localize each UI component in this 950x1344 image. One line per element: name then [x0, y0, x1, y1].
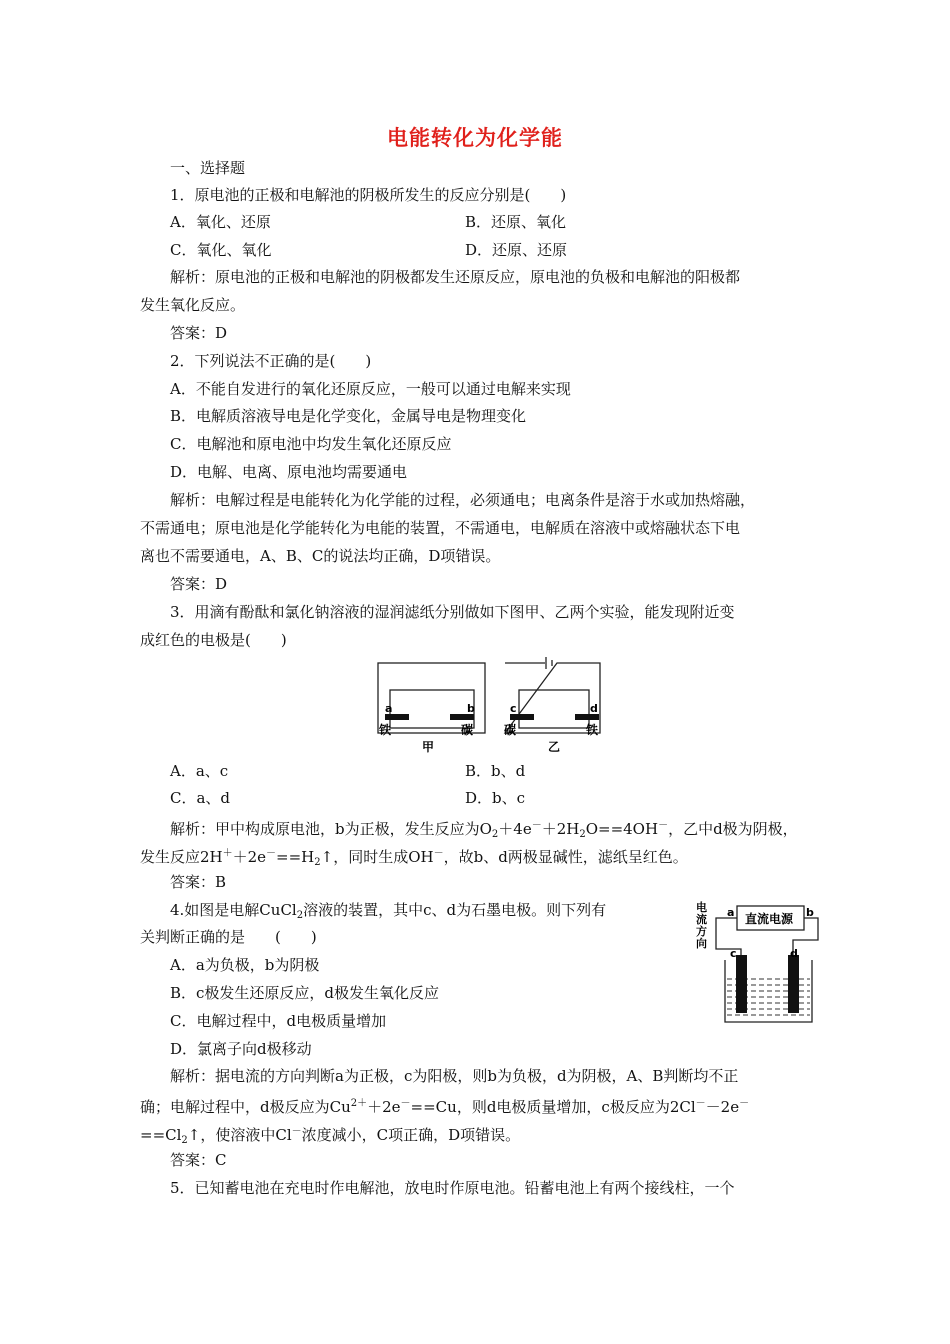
q5-stem: 5．已知蓄电池在充电时作电解池，放电时作原电池。铅蓄电池上有两个接线柱，一个: [170, 1179, 735, 1197]
q4-answer: 答案：C: [170, 1151, 227, 1169]
q2-option-b: B．电解质溶液导电是化学变化，金属导电是物理变化: [170, 407, 527, 425]
q4-stem-line: 4.如图是电解CuCl$_2$溶液的装置，其中c、d为石墨电极。则下列有: [170, 901, 607, 921]
q3-analysis-line: 解析：甲中构成原电池，b为正极，发生反应为$O_2+4e^-+2H_2O==4OH^-$，乙中d极为阴极，: [170, 820, 798, 840]
q2-analysis-line: 不需通电；原电池是化学能转化为电能的装置，不需通电，电解质在溶液中或熔融状态下电: [140, 519, 741, 537]
yi-caption: 乙: [548, 740, 561, 754]
q4-option-d: D．氯离子向d极移动: [170, 1040, 312, 1058]
jia-left-letter: a: [385, 702, 393, 715]
page-title: 电能转化为化学能: [387, 126, 563, 150]
yi-right-metal: 铁: [586, 723, 599, 737]
terminal-a-label: a: [727, 906, 735, 919]
q1-option-b: B．还原、氧化: [465, 213, 567, 231]
jia-left-metal: 铁: [379, 723, 392, 737]
q2-analysis-line: 解析：电解过程是电能转化为化学能的过程，必须通电；电离条件是溶于水或加热熔融，: [170, 491, 756, 509]
q4-option-b: B．c极发生还原反应，d极发生氧化反应: [170, 984, 440, 1002]
yi-left-metal: 碳: [504, 723, 517, 737]
electrode-d-label: d: [790, 947, 798, 960]
q1-analysis-line: 解析：原电池的正极和电解池的阴极都发生还原反应，原电池的负极和电解池的阳极都: [170, 268, 741, 286]
current-direction-label: 向: [696, 937, 707, 950]
q4-analysis-line: 确；电解过程中，d极反应为$Cu^{2+}+2e^-==Cu$，则d电极质量增加，c极反应为2Cl－－2e－: [140, 1098, 750, 1116]
q3-answer: 答案：B: [170, 873, 227, 891]
q3-option-d: D．b、c: [465, 789, 526, 807]
q1-stem: 1．原电池的正极和电解池的阴极所发生的反应分别是( ): [170, 186, 567, 204]
q3-stem-line: 成红色的电极是( ): [140, 631, 287, 649]
q4-analysis-line: $==Cl_2↑$，使溶液中Cl－浓度减小，C项正确，D项错误。: [140, 1126, 521, 1146]
q4-stem-line: 关判断正确的是 ( ): [140, 928, 317, 946]
q3-option-b: B．b、d: [465, 762, 526, 780]
yi-right-letter: d: [590, 702, 598, 715]
q3-analysis-line: 发生反应$2H^++2e^-==H_2↑$，同时生成OH－，故b、d两极显碱性，滤纸呈红色。: [140, 848, 688, 868]
q3-option-a: A．a、c: [170, 762, 229, 780]
power-source-label: 直流电源: [745, 912, 794, 926]
q2-analysis-line: 离也不需要通电，A、B、C的说法均正确，D项错误。: [140, 547, 501, 565]
q4-option-c: C．电解过程中，d电极质量增加: [170, 1012, 387, 1030]
yi-left-letter: c: [510, 702, 517, 715]
q4-analysis-line: 解析：据电流的方向判断a为正极，c为阳极，则b为负极，d为阴极，A、B判断均不正: [170, 1067, 739, 1085]
terminal-b-label: b: [806, 906, 814, 919]
q4-option-a: A．a为负极，b为阴极: [170, 956, 320, 974]
q1-analysis-line: 发生氧化反应。: [140, 296, 246, 314]
current-direction-label: 方: [696, 925, 707, 938]
q3-stem-line: 3．用滴有酚酞和氯化钠溶液的湿润滤纸分别做如下图甲、乙两个实验，能发现附近变: [170, 603, 735, 621]
current-direction-label: 电: [696, 901, 707, 914]
q3-option-c: C．a、d: [170, 789, 231, 807]
q1-option-d: D．还原、还原: [465, 241, 568, 259]
current-direction-label: 流: [696, 913, 707, 926]
electrode-c-label: c: [730, 947, 737, 960]
jia-caption: 甲: [422, 740, 435, 754]
jia-right-metal: 碳: [461, 723, 474, 737]
section-heading: 一、选择题: [170, 159, 246, 177]
q2-option-d: D．电解、电离、原电池均需要通电: [170, 463, 408, 481]
q3-figure: [360, 655, 620, 755]
q1-option-a: A．氧化、还原: [170, 213, 271, 231]
q1-option-c: C．氧化、氧化: [170, 241, 272, 259]
q4-figure: [690, 897, 825, 1027]
q2-option-a: A．不能自发进行的氧化还原反应，一般可以通过电解来实现: [170, 380, 571, 398]
jia-right-letter: b: [467, 702, 475, 715]
q1-answer: 答案：D: [170, 324, 228, 342]
q2-option-c: C．电解池和原电池中均发生氧化还原反应: [170, 435, 452, 453]
q2-answer: 答案：D: [170, 575, 228, 593]
q2-stem: 2．下列说法不正确的是( ): [170, 352, 372, 370]
